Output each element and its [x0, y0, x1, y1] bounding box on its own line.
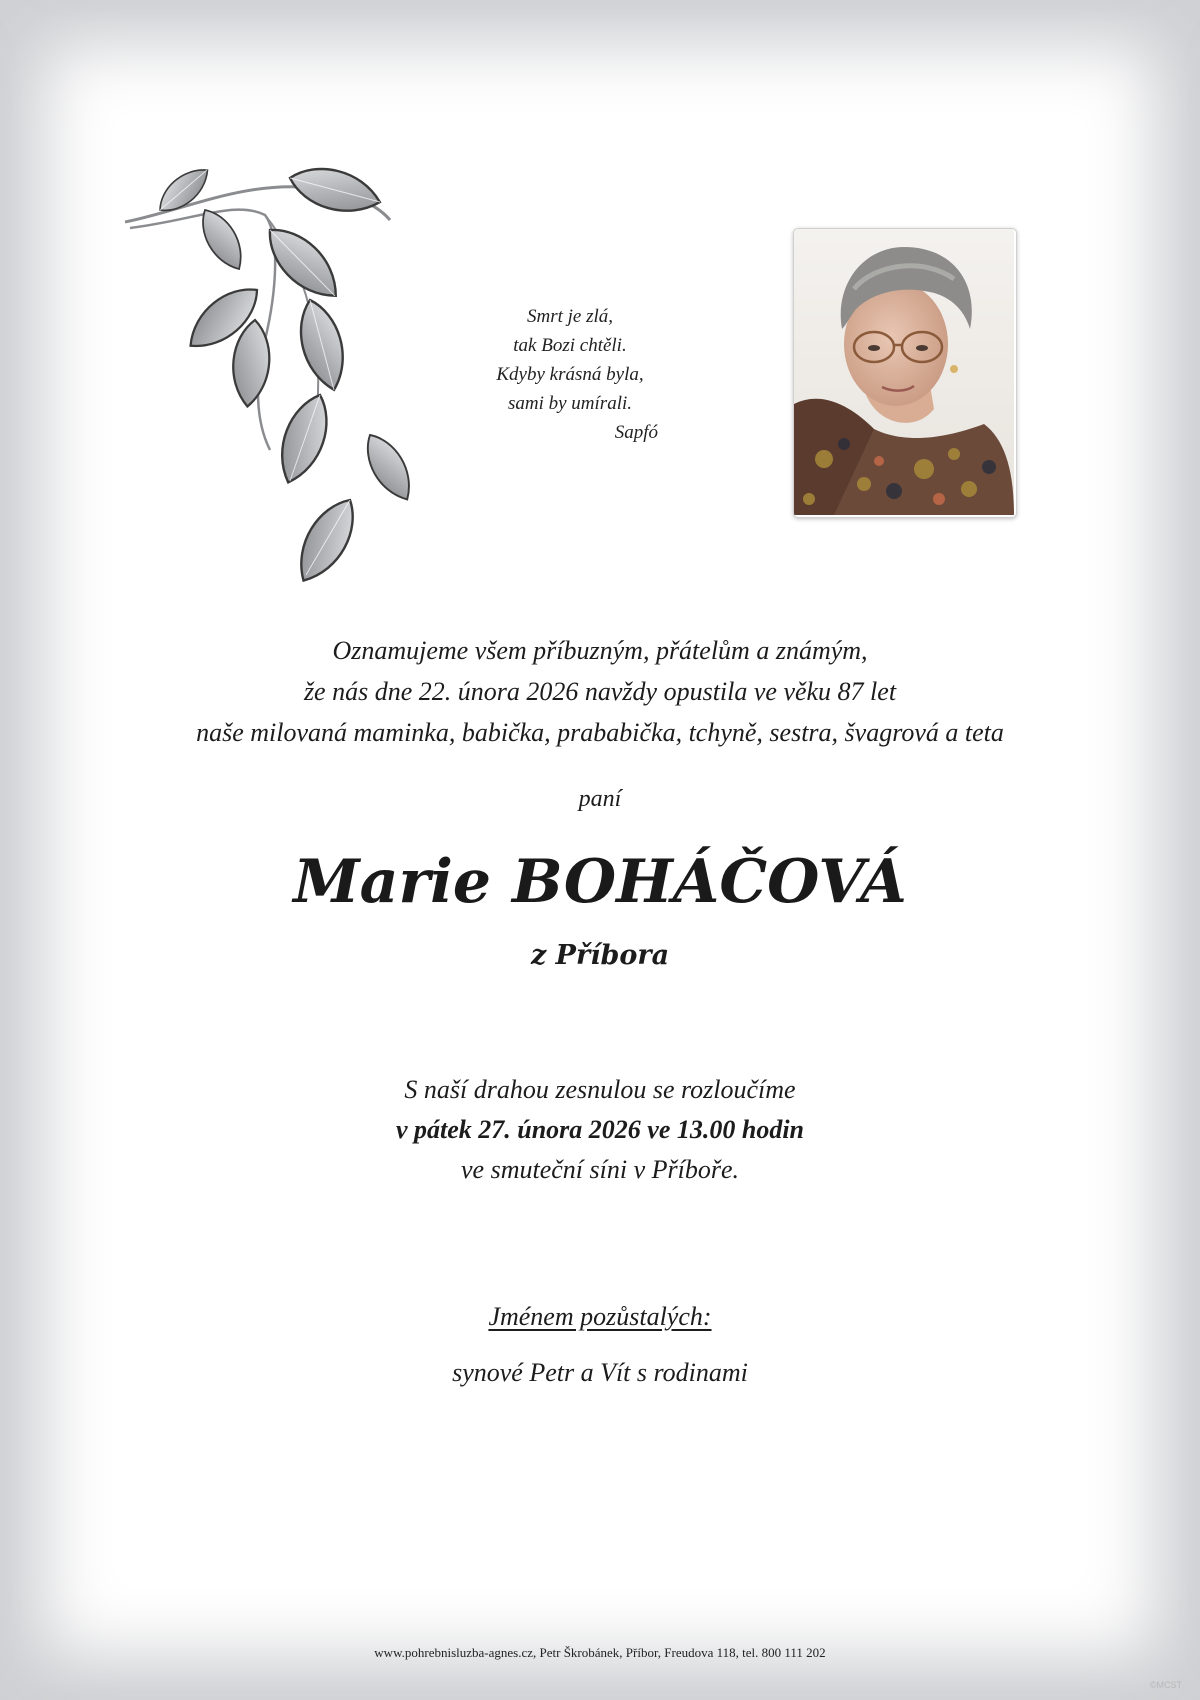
funeral-intro: S naší drahou zesnulou se rozloučíme — [404, 1075, 796, 1104]
funeral-datetime: v pátek 27. února 2026 ve 13.00 hodin — [395, 1115, 805, 1144]
deceased-origin: z Příbora — [530, 940, 670, 971]
leaf-branch-icon — [115, 150, 445, 610]
poem-quote — [470, 302, 670, 447]
deceased-name: Marie BOHÁČOVÁ — [293, 847, 907, 917]
honorific: paní — [578, 786, 622, 812]
funeral-location: ve smuteční síni v Příboře. — [461, 1155, 739, 1184]
quote-line: sami by umírali. — [507, 393, 633, 414]
announcement-line: Oznamujeme všem příbuzným, přátelům a známým, — [332, 636, 868, 665]
announcement-line: naše milovaná maminka, babička, prababička, tchyně, sestra, švagrová a teta — [196, 718, 1004, 747]
quote-author: Sapfó — [614, 422, 658, 443]
quote-line: Smrt je zlá, — [526, 306, 614, 327]
announcement-text — [120, 630, 1080, 753]
signoff-heading: Jménem pozůstalých: — [488, 1302, 712, 1331]
funeral-service-footer: www.pohrebnisluzba-agnes.cz, Petr Škrobánek, Příbor, Freudova 118, tel. 800 111 202 — [374, 1645, 826, 1660]
announcement-line: že nás dne 22. února 2026 navždy opustila ve věku 87 let — [303, 677, 897, 706]
quote-line: tak Bozi chtěli. — [513, 335, 627, 356]
signoff-names: synové Petr a Vít s rodinami — [452, 1358, 748, 1387]
quote-line: Kdyby krásná byla, — [496, 364, 644, 385]
portrait-photo-frame — [793, 228, 1017, 518]
watermark: ©MCST — [1149, 1680, 1182, 1690]
funeral-info — [200, 1070, 1000, 1190]
portrait-photo — [794, 229, 1014, 515]
